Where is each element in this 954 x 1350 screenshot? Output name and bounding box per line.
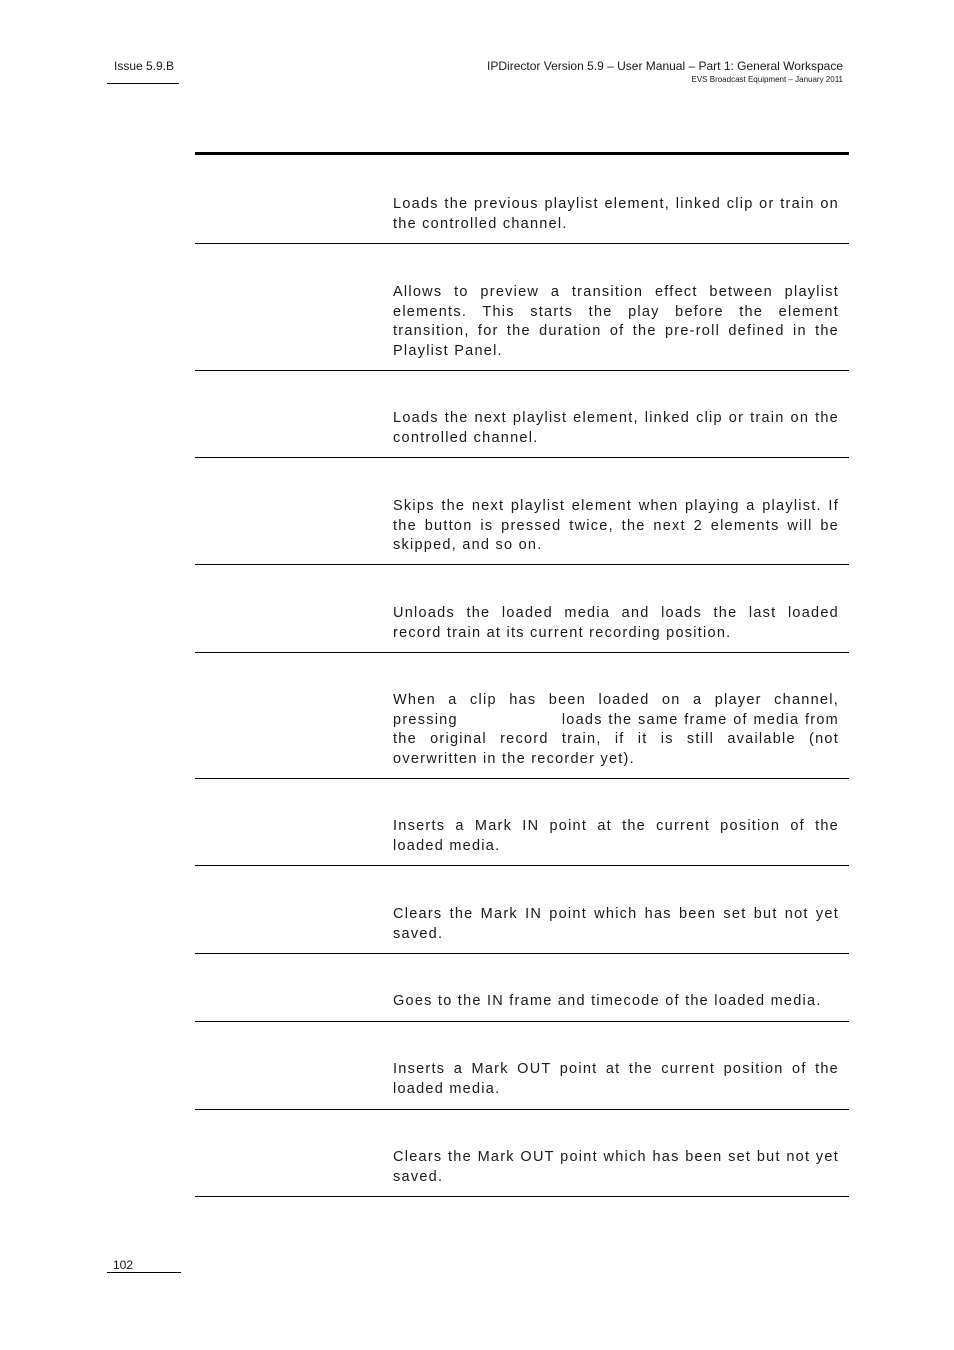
button-cell <box>195 565 385 652</box>
button-cell <box>195 954 385 1021</box>
row-description: Unloads the loaded media and loads the last loaded record train at its current recording position. <box>393 605 839 641</box>
table-row <box>195 565 849 653</box>
button-cell <box>195 866 385 953</box>
issue-label: Issue 5.9.B <box>114 59 175 73</box>
table-row <box>195 371 849 458</box>
table-row <box>195 1022 849 1110</box>
row-description: Allows to preview a transition effect between playlist elements. This starts the play before the element transition, for the duration of the pre-roll defined in the Playlist Panel. <box>393 284 839 359</box>
row-description-start: When a clip has been loaded on a player channel, pressing <box>393 692 839 728</box>
row-description: Loads the next playlist element, linked clip or train on the controlled channel. <box>393 410 839 446</box>
table-row <box>195 779 849 866</box>
row-description: Goes to the IN frame and timecode of the loaded media. <box>393 993 822 1009</box>
row-description: Inserts a Mark IN point at the current position of the loaded media. <box>393 818 839 854</box>
button-cell <box>195 155 385 243</box>
table-row <box>195 244 849 371</box>
row-description: Loads the previous playlist element, linked clip or train on the controlled channel. <box>393 196 839 232</box>
row-description: Clears the Mark IN point which has been set but not yet saved. <box>393 906 839 942</box>
table-row <box>195 866 849 954</box>
table-row <box>195 155 849 244</box>
page-number: 102 <box>113 1258 134 1272</box>
table-row <box>195 1110 849 1197</box>
row-description: Skips the next playlist element when playing a playlist. If the button is pressed twice, the next 2 elements will be skipped, and so on. <box>393 498 839 553</box>
button-cell <box>195 1110 385 1196</box>
footer-rule <box>107 1272 181 1273</box>
button-cell <box>195 653 385 778</box>
button-cell <box>195 244 385 370</box>
table-row <box>195 954 849 1022</box>
button-cell <box>195 1022 385 1109</box>
table-row <box>195 458 849 565</box>
button-cell <box>195 458 385 564</box>
document-subtitle: EVS Broadcast Equipment – January 2011 <box>691 75 843 84</box>
row-description: Clears the Mark OUT point which has been set but not yet saved. <box>393 1149 839 1185</box>
row-description-end: loads the same frame of media from the original record train, if it is still available (not overwritten in the recorder yet). <box>393 711 839 767</box>
row-description: Inserts a Mark OUT point at the current position of the loaded media. <box>393 1061 839 1097</box>
table-row <box>195 653 849 779</box>
button-description-table <box>195 152 849 1197</box>
header-rule-left <box>107 83 179 84</box>
row-description <box>393 691 839 769</box>
button-cell <box>195 779 385 865</box>
document-title: IPDirector Version 5.9 – User Manual – Part 1: General Workspace <box>487 59 843 73</box>
button-cell <box>195 371 385 457</box>
